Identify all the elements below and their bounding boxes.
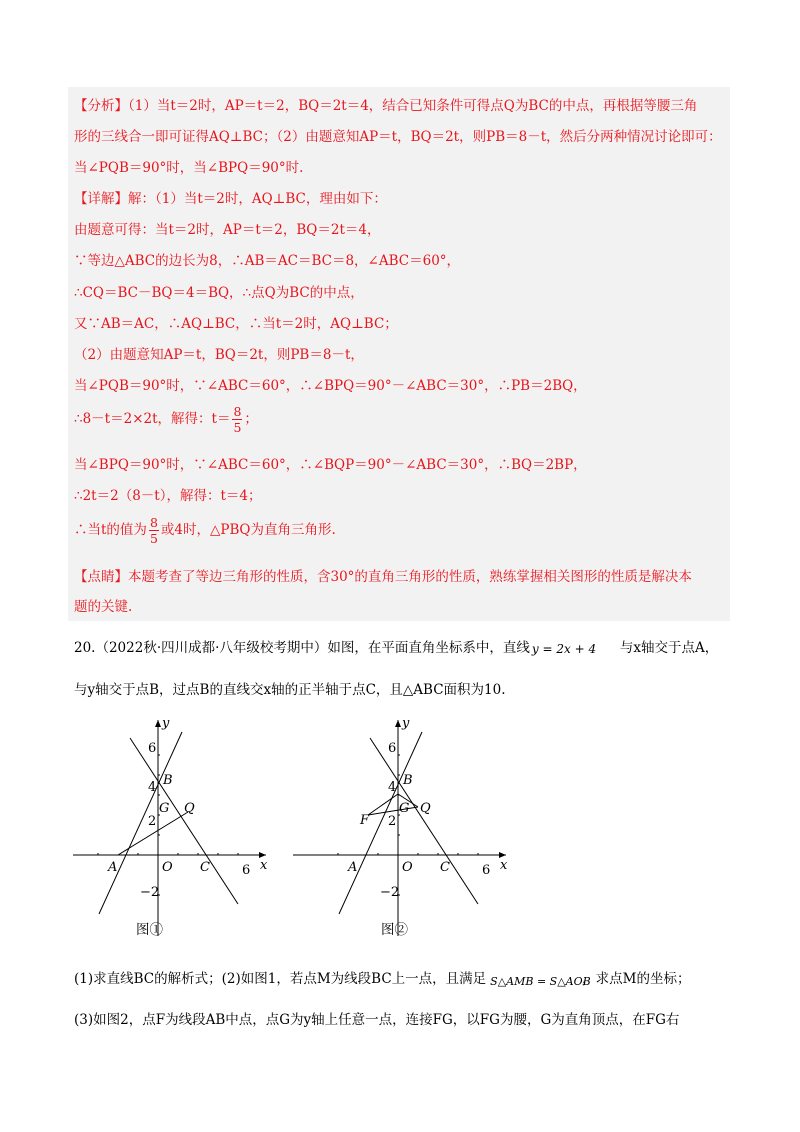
line-bc (130, 738, 238, 904)
problem-line-1-post: 与x轴交于点A， (619, 640, 719, 656)
fig1-label-b: B (163, 773, 173, 788)
detail-line-11-mid: 或4时， (160, 522, 210, 538)
detail-line-11-post: △PBQ为直角三角形. (209, 522, 336, 538)
question-1-2-post: ，求点M的坐标； (582, 971, 691, 987)
detail-line-8 (74, 404, 258, 435)
analysis-line-1: 【分析】（1）当t＝2时，AP＝t＝2，BQ＝2t＝4，结合已知条件可得点Q为BC的中点，再根据等腰三角 (74, 98, 698, 114)
fraction-numerator: 8 (233, 404, 242, 419)
fig2-label-b: B (403, 773, 413, 788)
detail-line-7: 当∠PQB＝90°时，∵∠ABC＝60°，∴∠BPQ＝90°－∠ABC＝30°，∴PB＝2BQ， (74, 378, 587, 394)
fig2-label-o: O (402, 860, 413, 875)
fig1-label-g: G (159, 801, 170, 816)
detail-line-11 (74, 515, 336, 546)
figure-2 (290, 714, 510, 942)
comment-line-1: 【点睛】本题考查了等边三角形的性质，含30°的直角三角形的性质，熟练掌握相关图形的性质是解决本 (74, 569, 692, 585)
comment-line-2: 题的关键. (74, 599, 133, 615)
area-equation: S△AMB = S△AOB (490, 975, 591, 988)
question-3: (3)如图2，点F为线段AB中点，点G为y轴上任意一点，连接FG，以FG为腰，G为直角顶点，在FG右 (74, 1012, 680, 1028)
analysis-line-2: 形的三线合一即可证得AQ⊥BC；（2）由题意知AP＝t，BQ＝2t，则PB＝8－t，然后分两种情况讨论即可： (74, 129, 722, 145)
problem-line-2: 与y轴交于点B，过点B的直线交x轴的正半轴于点C，且△ABC面积为10. (74, 682, 506, 698)
detail-line-4: ∴CQ＝BC－BQ＝4＝BQ，∴点Q为BC的中点， (74, 285, 364, 301)
analysis-line-3: 当∠PQB＝90°时，当∠BPQ＝90°时. (74, 160, 304, 176)
fig2-label-y: y (402, 716, 410, 731)
fig1-label-c: C (200, 860, 210, 875)
fig2-tick-6: 6 (388, 741, 397, 756)
line-equation: y = 2x + 4 (531, 642, 597, 656)
segment-fg (368, 794, 398, 815)
fig2-label-q: Q (420, 801, 431, 816)
fig2-tick-4: 4 (388, 780, 397, 795)
figure-1-caption: 图① (136, 922, 163, 938)
detail-line-1: 【详解】解：（1）当t＝2时，AQ⊥BC，理由如下： (74, 191, 387, 207)
fig2-tick-2: 2 (388, 814, 397, 829)
question-1-2 (74, 970, 691, 988)
detail-line-10: ∴2t＝2（8－t），解得：t＝4； (74, 488, 262, 504)
line-bc (370, 738, 478, 904)
question-1-2-pre: (1)求直线BC的解析式；(2)如图1，若点M为线段BC上一点，且满足 (74, 971, 487, 987)
fraction-denominator-b: 5 (149, 531, 158, 546)
detail-line-5: 又∵AB＝AC，∴AQ⊥BC，∴当t＝2时，AQ⊥BC； (74, 316, 398, 332)
fig1-label-o: O (162, 860, 173, 875)
fig2-label-x: x (500, 858, 508, 873)
figure-1 (70, 714, 270, 942)
fraction-8-5 (232, 404, 242, 435)
detail-line-11-pre: ∴当t的值为 (74, 522, 147, 538)
fraction-numerator-b: 8 (149, 515, 158, 530)
detail-line-2: 由题意可得：当t＝2时，AP＝t＝2，BQ＝2t＝4， (74, 222, 381, 238)
detail-line-6: （2）由题意知AP＝t，BQ＝2t，则PB＝8－t， (74, 347, 364, 363)
fig1-label-q: Q (184, 801, 195, 816)
fig1-tick-4: 4 (148, 780, 157, 795)
fig2-label-g: G (399, 801, 410, 816)
fig1-label-a: A (108, 860, 118, 875)
detail-line-8-text: ∴8－t＝2×2t，解得：t＝ (74, 411, 231, 427)
fig2-label-f: F (360, 813, 370, 828)
fig1-tick-2: 2 (148, 814, 157, 829)
fig1-label-x: x (260, 858, 268, 873)
figure-2-caption: 图② (381, 922, 408, 938)
y-arrow-icon (155, 720, 161, 727)
fig2-label-c: C (440, 860, 450, 875)
fig2-label-a: A (348, 860, 358, 875)
y-arrow-icon (395, 720, 401, 727)
fraction-denominator: 5 (233, 420, 242, 435)
fig1-label-y: y (162, 716, 170, 731)
detail-line-3: ∵等边△ABC的边长为8，∴AB＝AC＝BC＝8，∠ABC＝60°， (74, 253, 461, 269)
fig1-tick-x6: 6 (242, 863, 251, 878)
fig1-tick-neg2: −2 (140, 885, 160, 900)
fig1-tick-6: 6 (148, 741, 157, 756)
fig2-tick-x6: 6 (482, 863, 491, 878)
detail-line-8-end: ； (244, 411, 258, 427)
fig2-tick-neg2: −2 (380, 885, 400, 900)
problem-line-1-pre: 20.（2022秋·四川成都·八年级校考期中）如图，在平面直角坐标系中，直线 (74, 640, 530, 656)
detail-line-9: 当∠BPQ＝90°时，∵∠ABC＝60°，∴∠BQP＝90°－∠ABC＝30°，∴BQ＝2BP， (74, 457, 587, 473)
fraction-8-5-b (149, 515, 159, 546)
problem-line-1 (74, 639, 718, 657)
